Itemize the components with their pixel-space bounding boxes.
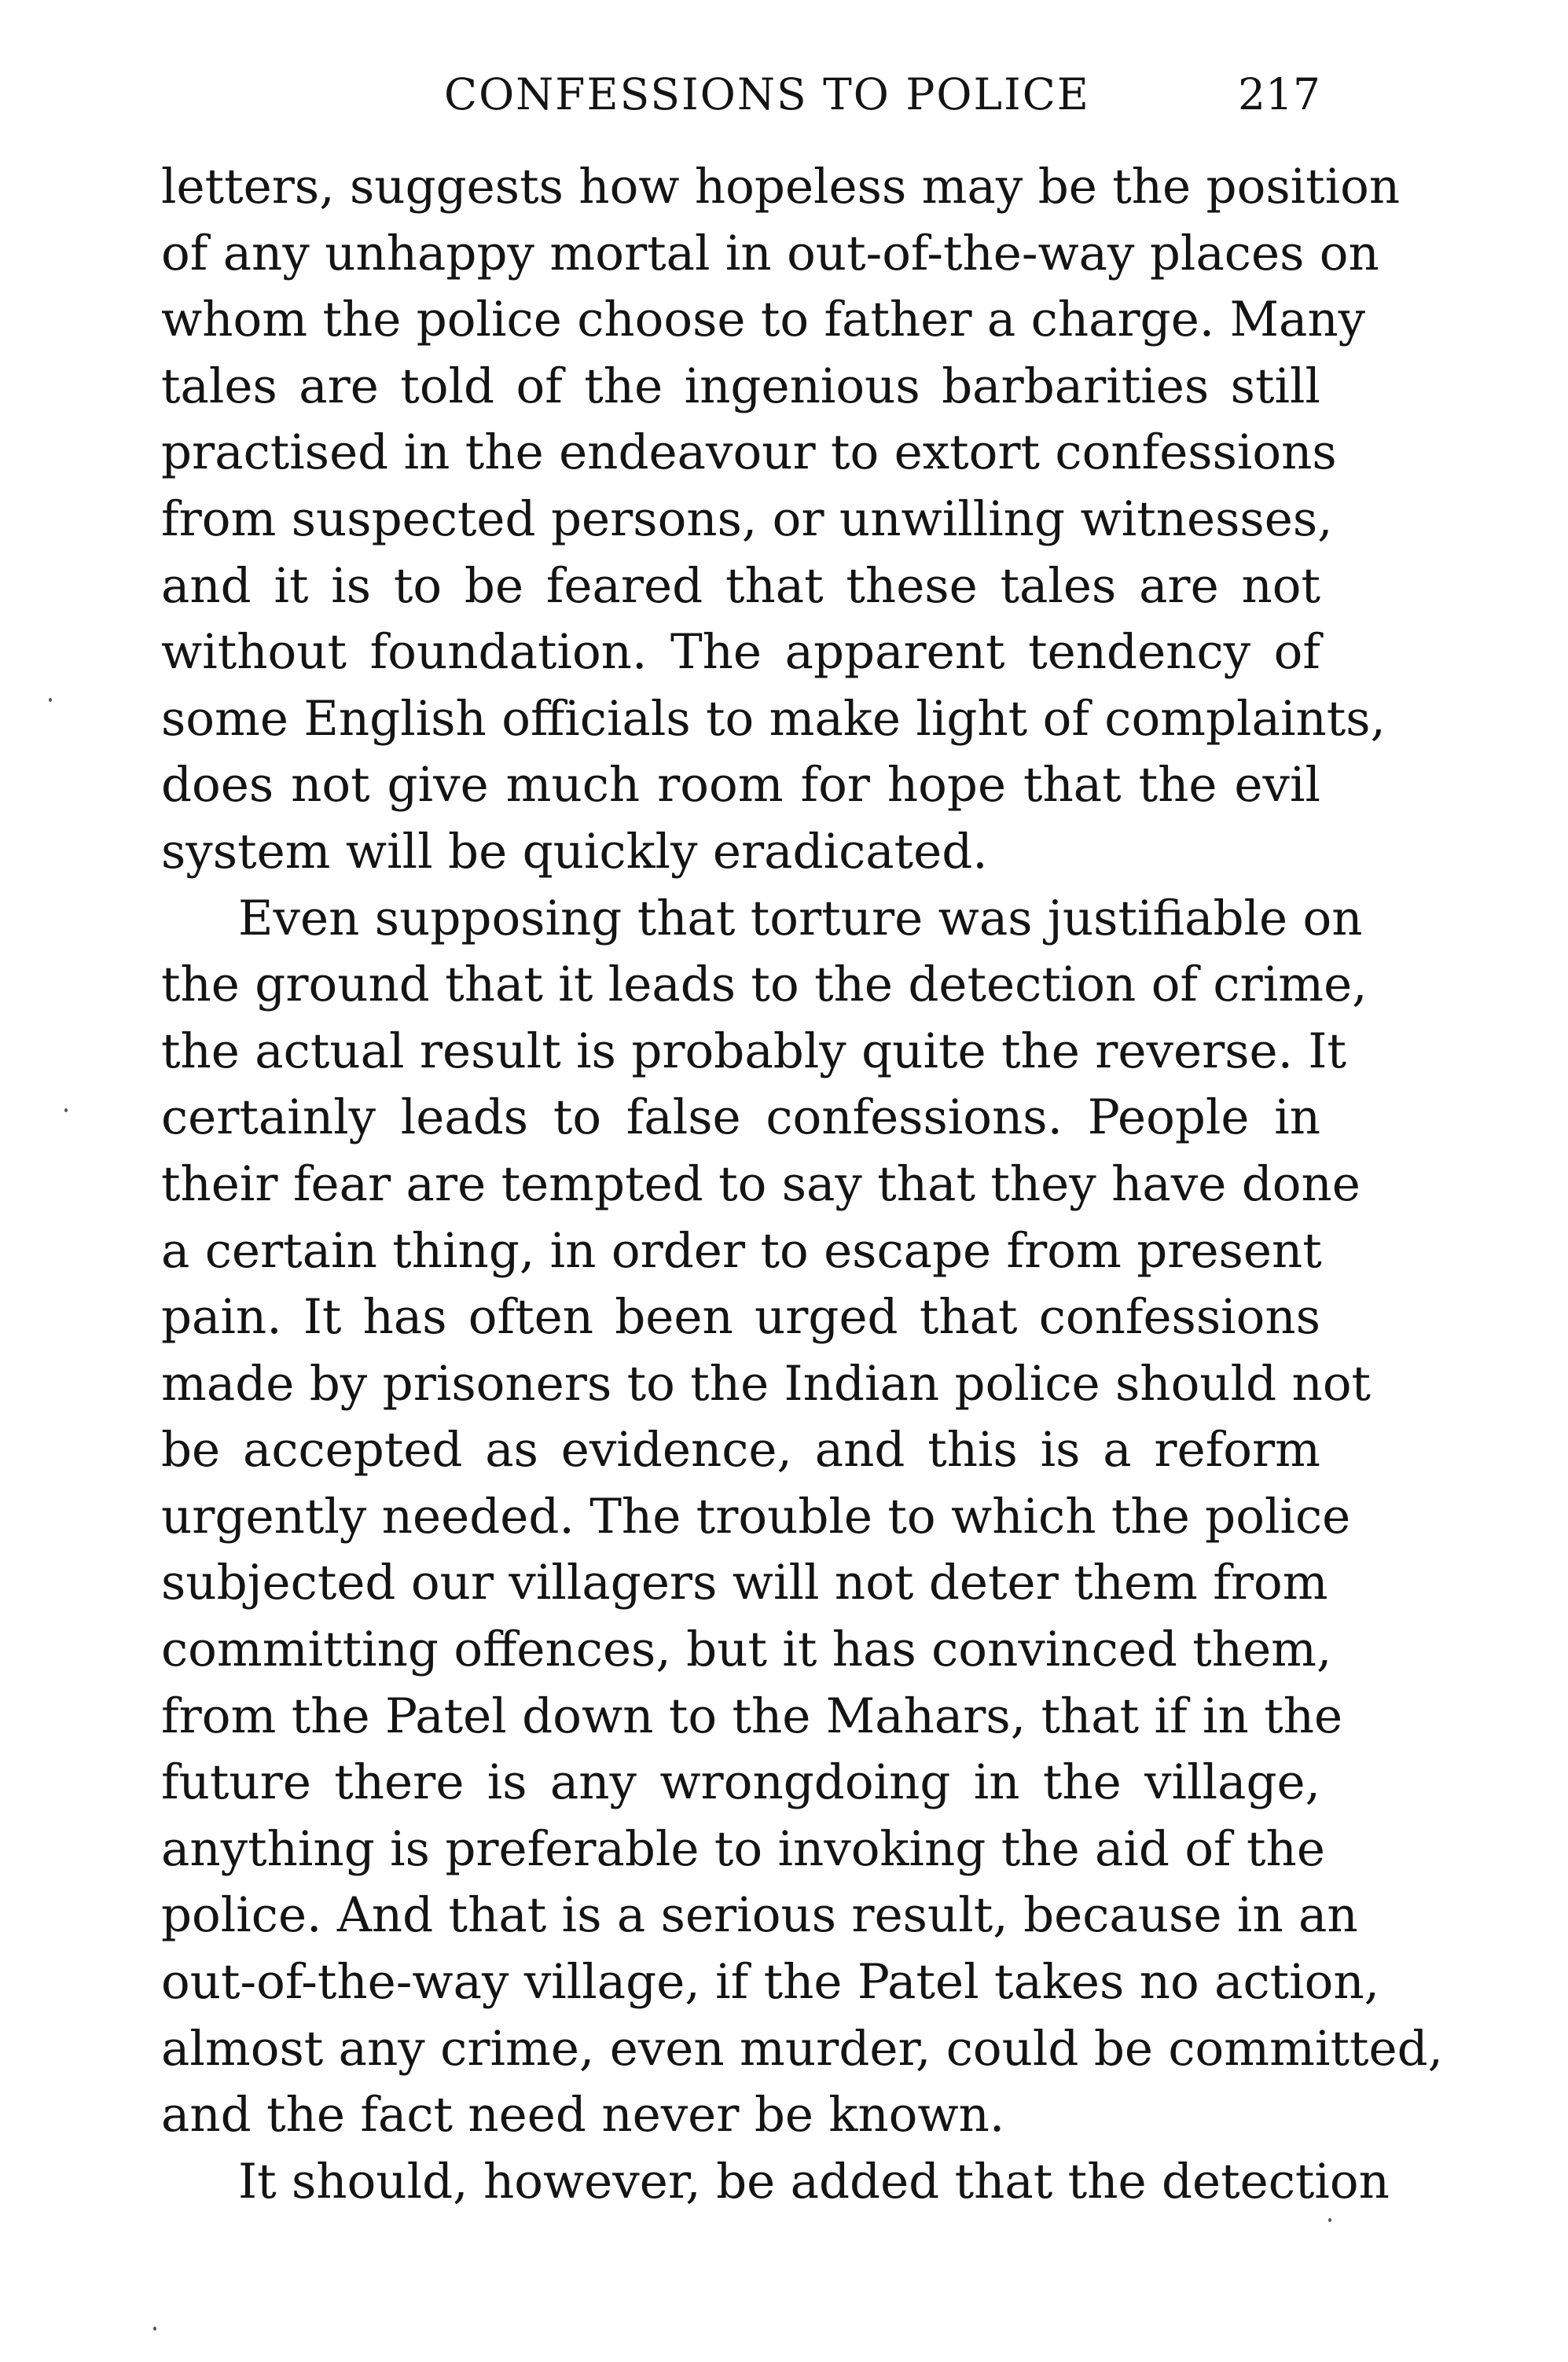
text-line: letters, suggests how hopeless may be the position (161, 159, 1401, 215)
text-line: pain. It has often been urged that confessions (161, 1289, 1320, 1346)
text-line: a certain thing, in order to escape from present (161, 1222, 1322, 1279)
text-line: and it is to be feared that these tales are not (161, 557, 1320, 614)
text-line: whom the police choose to father a charge. Many (161, 292, 1366, 348)
text-line: from the Patel down to the Mahars, that if in the (161, 1688, 1343, 1744)
text-line: committing offences, but it has convinced them, (161, 1622, 1332, 1678)
ink-speck (64, 1108, 68, 1112)
text-line: made by prisoners to the Indian police should not (161, 1355, 1372, 1412)
text-line: out-of-the-way village, if the Patel takes no action, (161, 1954, 1380, 2011)
text-line: of any unhappy mortal in out-of-the-way places on (161, 225, 1379, 281)
text-line: their fear are tempted to say that they have done (161, 1155, 1361, 1212)
text-line: tales are told of the ingenious barbarities still (161, 358, 1320, 414)
text-line: almost any crime, even murder, could be committed, (161, 2020, 1444, 2077)
text-line: without foundation. The apparent tendency of (161, 624, 1320, 681)
text-line: practised in the endeavour to extort confessions (161, 424, 1337, 481)
text-line: does not give much room for hope that the evil (161, 757, 1320, 814)
text-line: be accepted as evidence, and this is a reform (161, 1422, 1320, 1479)
ink-speck (1328, 2218, 1331, 2222)
ink-speck (153, 2327, 156, 2331)
paragraph-last-line: system will be quickly eradicated. (161, 823, 988, 880)
text-line: from suspected persons, or unwilling witnesses, (161, 490, 1333, 547)
paragraph-first-line: Even supposing that torture was justifiable on (238, 890, 1363, 946)
text-line: subjected our villagers will not deter them from (161, 1555, 1328, 1611)
page-number: 217 (1238, 69, 1320, 119)
running-head (161, 63, 1320, 126)
ink-speck (49, 698, 52, 702)
text-line: the actual result is probably quite the reverse. It (161, 1023, 1347, 1079)
text-line: urgently needed. The trouble to which the police (161, 1488, 1351, 1545)
body-text (161, 154, 1444, 2215)
text-line: future there is any wrongdoing in the village, (161, 1754, 1320, 1811)
paragraph-first-line: It should, however, be added that the detection (238, 2153, 1390, 2210)
running-title: CONFESSIONS TO POLICE (444, 69, 1090, 119)
text-line: the ground that it leads to the detection of crime, (161, 957, 1368, 1013)
text-line: some English officials to make light of complaints, (161, 690, 1386, 747)
text-line: anything is preferable to invoking the aid of the (161, 1820, 1325, 1877)
text-line: police. And that is a serious result, because in an (161, 1887, 1358, 1944)
text-line: certainly leads to false confessions. People in (161, 1089, 1320, 1146)
paragraph-last-line: and the fact need never be known. (161, 2087, 1005, 2143)
